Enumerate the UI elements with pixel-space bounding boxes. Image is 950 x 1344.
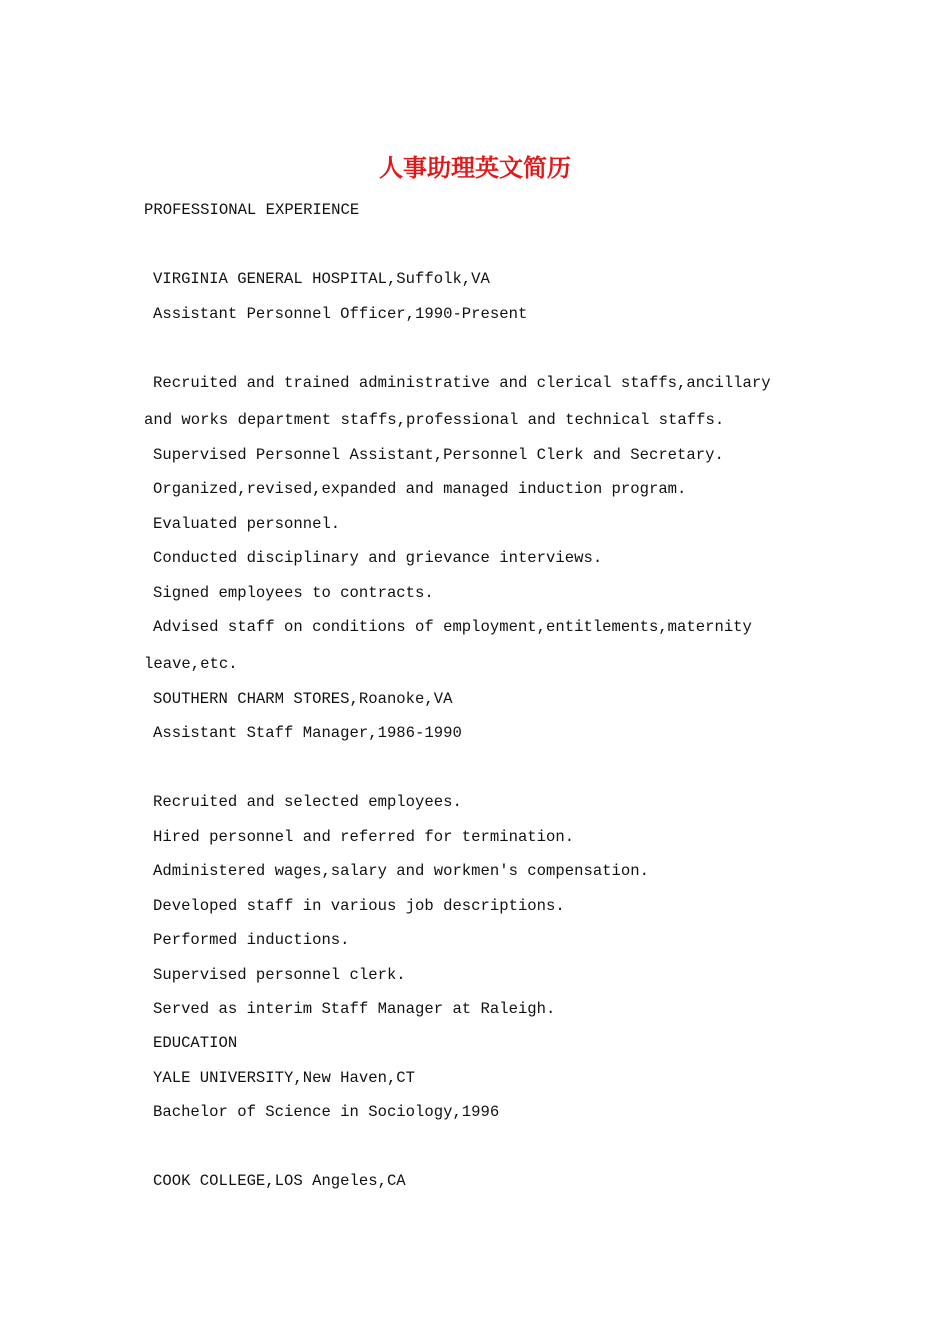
text-line: leave,etc.: [144, 655, 238, 673]
text-line: Evaluated personnel.: [153, 515, 341, 533]
employer-line: VIRGINIA GENERAL HOSPITAL,Suffolk,VA: [153, 270, 490, 288]
employer-line: SOUTHERN CHARM STORES,Roanoke,VA: [153, 690, 453, 708]
text-line: Performed inductions.: [153, 931, 350, 949]
text-line: Organized,revised,expanded and managed induction program.: [153, 480, 687, 498]
text-line: Recruited and selected employees.: [153, 793, 462, 811]
school-line: COOK COLLEGE,LOS Angeles,CA: [153, 1172, 406, 1190]
text-line: Conducted disciplinary and grievance interviews.: [153, 549, 603, 567]
position-line: Assistant Staff Manager,1986-1990: [153, 724, 462, 742]
section-heading-education: EDUCATION: [153, 1034, 238, 1052]
text-line: and works department staffs,professional and technical staffs.: [144, 411, 725, 429]
text-line: Recruited and trained administrative and clerical staffs,ancillary: [153, 374, 771, 392]
document-title: 人事助理英文简历: [379, 153, 571, 182]
section-heading-professional-experience: PROFESSIONAL EXPERIENCE: [144, 201, 360, 219]
degree-line: Bachelor of Science in Sociology,1996: [153, 1103, 500, 1121]
text-line: Served as interim Staff Manager at Raleigh.: [153, 1000, 556, 1018]
text-line: Administered wages,salary and workmen's compensation.: [153, 862, 649, 880]
text-line: Advised staff on conditions of employment,entitlements,maternity: [153, 618, 752, 636]
text-line: Hired personnel and referred for termination.: [153, 828, 575, 846]
position-line: Assistant Personnel Officer,1990-Present: [153, 305, 528, 323]
school-line: YALE UNIVERSITY,New Haven,CT: [153, 1069, 416, 1087]
text-line: Supervised Personnel Assistant,Personnel Clerk and Secretary.: [153, 446, 724, 464]
text-line: Developed staff in various job descriptions.: [153, 897, 565, 915]
text-line: Signed employees to contracts.: [153, 584, 434, 602]
text-line: Supervised personnel clerk.: [153, 966, 406, 984]
